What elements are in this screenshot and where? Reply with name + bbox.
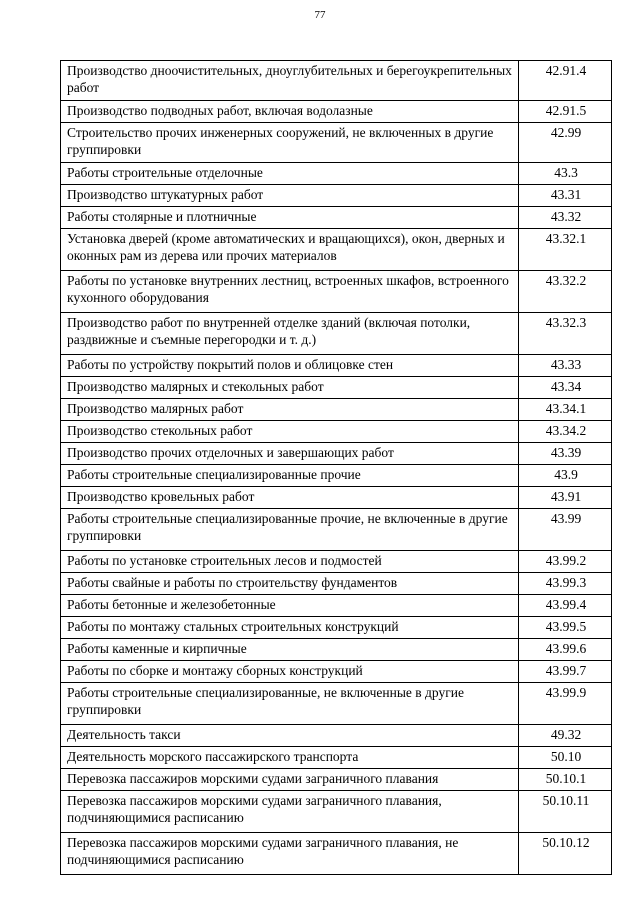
activity-code-cell: 43.99.2 <box>519 551 612 573</box>
table-row <box>61 595 612 617</box>
activity-code-cell: 43.99.4 <box>519 595 612 617</box>
activity-code-cell: 43.91 <box>519 487 612 509</box>
activity-name-cell: Производство дноочистительных, дноуглубительных и берегоукрепительных работ <box>61 61 519 101</box>
table-row <box>61 185 612 207</box>
activity-code-cell: 50.10 <box>519 747 612 769</box>
activity-name-cell: Работы бетонные и железобетонные <box>61 595 519 617</box>
table-row <box>61 355 612 377</box>
table-row <box>61 101 612 123</box>
table-row <box>61 573 612 595</box>
activity-name-cell: Производство стекольных работ <box>61 421 519 443</box>
activity-code-cell: 42.91.4 <box>519 61 612 101</box>
table-row <box>61 377 612 399</box>
table-row <box>61 747 612 769</box>
activity-code-cell: 42.91.5 <box>519 101 612 123</box>
activity-code-cell: 43.99.7 <box>519 661 612 683</box>
activity-name-cell: Производство малярных работ <box>61 399 519 421</box>
activity-name-cell: Работы свайные и работы по строительству фундаментов <box>61 573 519 595</box>
activity-code-cell: 50.10.12 <box>519 833 612 875</box>
table-row <box>61 639 612 661</box>
activity-code-cell: 43.99.9 <box>519 683 612 725</box>
table-row <box>61 791 612 833</box>
table-row <box>61 163 612 185</box>
table-row <box>61 661 612 683</box>
activity-name-cell: Производство работ по внутренней отделке зданий (включая потолки, раздвижные и съемные перегородки и т. д.) <box>61 313 519 355</box>
table-row <box>61 61 612 101</box>
activity-code-cell: 43.99.5 <box>519 617 612 639</box>
table-row <box>61 725 612 747</box>
activity-code-cell: 43.32.3 <box>519 313 612 355</box>
table-row <box>61 509 612 551</box>
activity-name-cell: Установка дверей (кроме автоматических и вращающихся), окон, дверных и оконных рам из дерева или прочих материалов <box>61 229 519 271</box>
activity-name-cell: Работы по сборке и монтажу сборных конструкций <box>61 661 519 683</box>
table-row <box>61 769 612 791</box>
activity-code-cell: 43.32.2 <box>519 271 612 313</box>
activity-name-cell: Работы по установке строительных лесов и подмостей <box>61 551 519 573</box>
page-number: 77 <box>314 9 326 21</box>
activity-code-cell: 43.3 <box>519 163 612 185</box>
activity-code-cell: 43.99.6 <box>519 639 612 661</box>
activity-name-cell: Производство прочих отделочных и завершающих работ <box>61 443 519 465</box>
activity-code-cell: 43.9 <box>519 465 612 487</box>
table-row <box>61 207 612 229</box>
activity-name-cell: Деятельность такси <box>61 725 519 747</box>
activity-name-cell: Производство штукатурных работ <box>61 185 519 207</box>
activity-code-cell: 49.32 <box>519 725 612 747</box>
activity-code-table <box>60 60 612 875</box>
activity-name-cell: Работы строительные специализированные, не включенные в другие группировки <box>61 683 519 725</box>
activity-name-cell: Строительство прочих инженерных сооружений, не включенных в другие группировки <box>61 123 519 163</box>
table-row <box>61 271 612 313</box>
activity-name-cell: Производство подводных работ, включая водолазные <box>61 101 519 123</box>
activity-code-cell: 42.99 <box>519 123 612 163</box>
activity-code-cell: 43.34.1 <box>519 399 612 421</box>
activity-code-cell: 43.32 <box>519 207 612 229</box>
activity-name-cell: Перевозка пассажиров морскими судами заграничного плавания, подчиняющимися расписанию <box>61 791 519 833</box>
activity-code-cell: 43.33 <box>519 355 612 377</box>
table-row <box>61 551 612 573</box>
table-row <box>61 465 612 487</box>
activity-name-cell: Работы по монтажу стальных строительных конструкций <box>61 617 519 639</box>
table-row <box>61 123 612 163</box>
activity-name-cell: Перевозка пассажиров морскими судами заграничного плавания <box>61 769 519 791</box>
table-row <box>61 683 612 725</box>
activity-code-cell: 43.34.2 <box>519 421 612 443</box>
activity-name-cell: Работы по установке внутренних лестниц, встроенных шкафов, встроенного кухонного оборудования <box>61 271 519 313</box>
activity-name-cell: Работы строительные специализированные прочие <box>61 465 519 487</box>
activity-name-cell: Работы строительные специализированные прочие, не включенные в другие группировки <box>61 509 519 551</box>
activity-name-cell: Работы строительные отделочные <box>61 163 519 185</box>
activity-name-cell: Производство малярных и стекольных работ <box>61 377 519 399</box>
table-row <box>61 443 612 465</box>
activity-code-cell: 43.32.1 <box>519 229 612 271</box>
table-row <box>61 421 612 443</box>
table-row <box>61 399 612 421</box>
activity-name-cell: Работы столярные и плотничные <box>61 207 519 229</box>
activity-code-cell: 50.10.11 <box>519 791 612 833</box>
activity-name-cell: Производство кровельных работ <box>61 487 519 509</box>
table-row <box>61 617 612 639</box>
table-row <box>61 833 612 875</box>
activity-name-cell: Перевозка пассажиров морскими судами заграничного плавания, не подчиняющимися расписанию <box>61 833 519 875</box>
activity-code-cell: 50.10.1 <box>519 769 612 791</box>
table-row <box>61 487 612 509</box>
activity-code-cell: 43.99 <box>519 509 612 551</box>
activity-code-cell: 43.34 <box>519 377 612 399</box>
table-row <box>61 229 612 271</box>
activity-code-cell: 43.99.3 <box>519 573 612 595</box>
activity-name-cell: Работы по устройству покрытий полов и облицовке стен <box>61 355 519 377</box>
activity-code-cell: 43.39 <box>519 443 612 465</box>
activity-code-cell: 43.31 <box>519 185 612 207</box>
table-row <box>61 313 612 355</box>
activity-name-cell: Деятельность морского пассажирского транспорта <box>61 747 519 769</box>
activity-name-cell: Работы каменные и кирпичные <box>61 639 519 661</box>
